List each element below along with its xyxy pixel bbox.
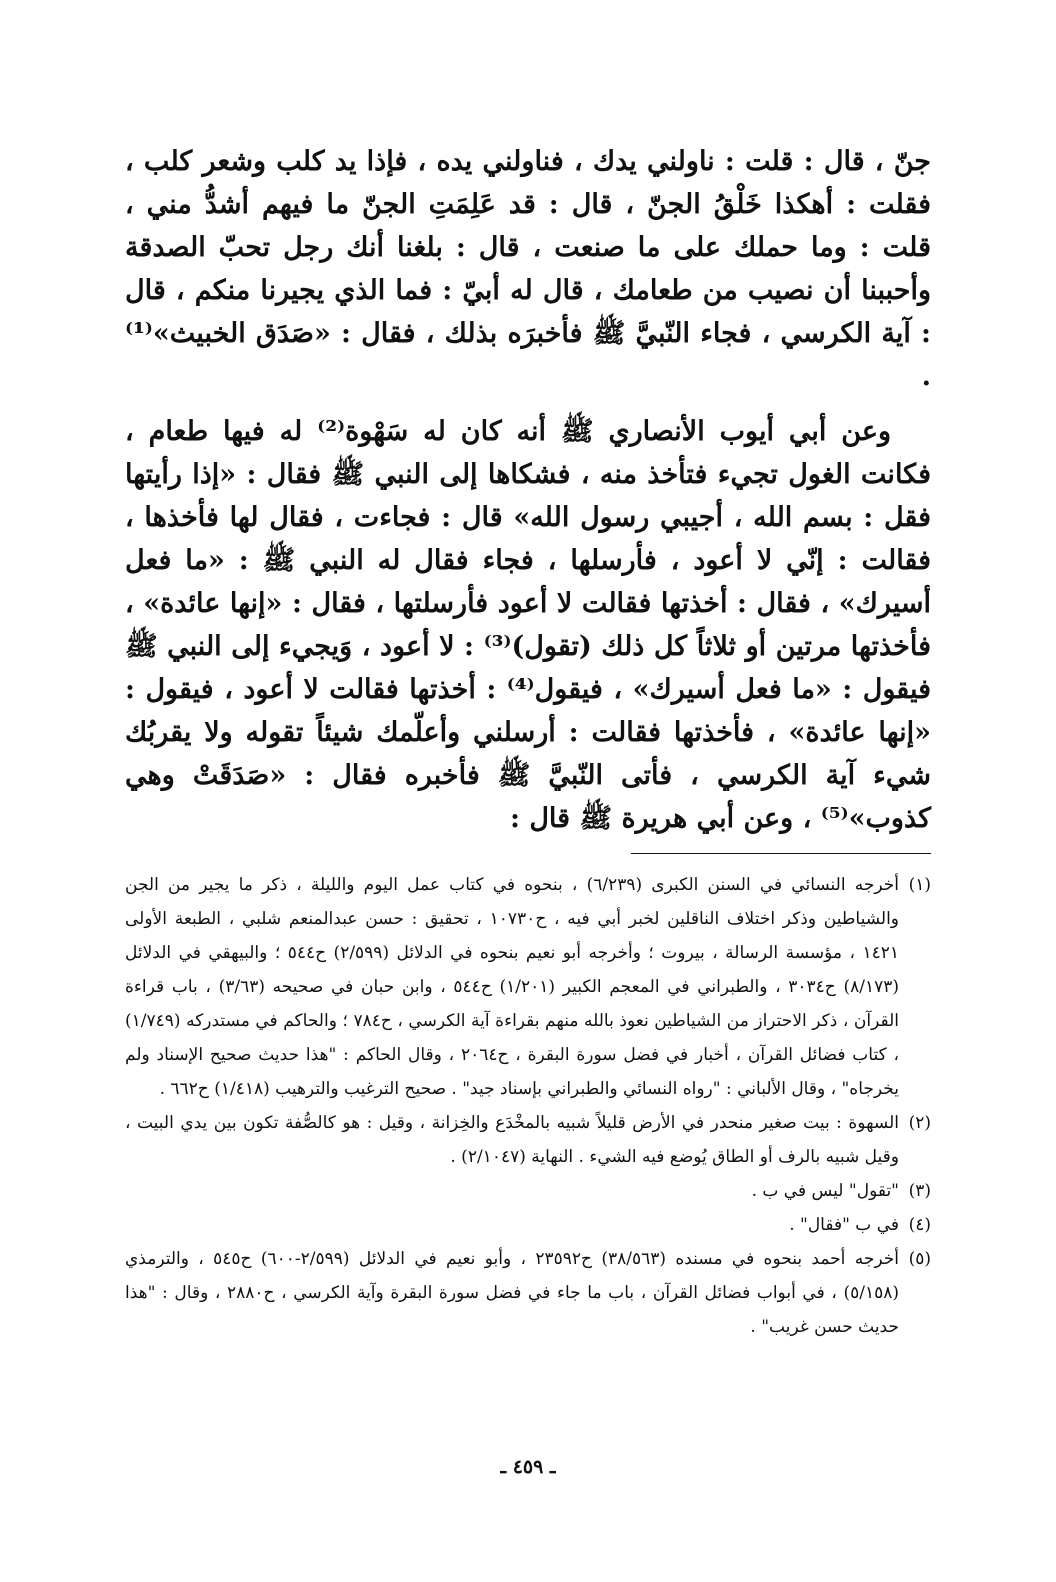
footnote-4: [125, 1208, 931, 1242]
footnote-1: [125, 868, 931, 1106]
page-number: ـ ٤٥٩ ـ: [500, 1456, 556, 1478]
footnote-text: أخرجه النسائي في السنن الكبرى (٦/٢٣٩) ، بنحوه في كتاب عمل اليوم والليلة ، ذكر ما يجير من الجن والشياطين وذكر اختلاف الناقلين لخبر أبي فيه ، ح١٠٧٣٠ ، تحقيق : حسن عبدالمنعم شلبي ، الطبعة الأولى ١٤٢١ ، مؤسسة الرسالة ، بيروت ؛ وأخرجه أبو نعيم بنحوه في الدلائل (٢/٥٩٩) ح٥٤٤ ؛ والبيهقي في الدلائل (٨/١٧٣) ح٣٠٣٤ ، والطبراني في المعجم الكبير (١/٢٠١) ح٥٤٤ ، وابن حبان في صحيحه (٣/٦٣) ، باب قراءة القرآن ، ذكر الاحتراز من الشياطين نعوذ بالله منهم بقراءة آية الكرسي ، ح٧٨٤ ؛ والحاكم في مستدركه (١/٧٤٩) ، كتاب فضائل القرآن ، أخبار في فضل سورة البقرة ، ح٢٠٦٤ ، وقال الحاكم : "هذا حديث صحيح الإسناد ولم يخرجاه" ، وقال الألباني : "رواه النسائي والطبراني بإسناد جيد" . صحيح الترغيب والترهيب (١/٤١٨) ح٦٦٢ .: [125, 875, 900, 1099]
footnote-number: (٣): [908, 1181, 931, 1201]
footnote-text: أخرجه أحمد بنحوه في مسنده (٣٨/٥٦٣) ح٢٣٥٩٢ ، وأبو نعيم في الدلائل (٢/٥٩٩-٦٠٠) ح٥٤٥ ، والترمذي (٥/١٥٨) ، في أبواب فضائل القرآن ، باب ما جاء في فضل سورة البقرة وآية الكرسي ، ح٢٨٨٠ ، وقال : "هذا حديث حسن غريب" .: [125, 1249, 899, 1337]
footnote-3: [125, 1174, 931, 1208]
footnote-number: (٢): [908, 1113, 931, 1133]
footnote-number: (٤): [908, 1215, 931, 1235]
footnote-number: (٥): [908, 1249, 931, 1269]
footnote-text: في ب "فقال" .: [789, 1215, 899, 1235]
paragraph-2: وعن أبي أيوب الأنصاري ﷺ أنه كان له سَهْوة⁽²⁾ له فيها طعام ، فكانت الغول تجيء فتأخذ منه ، فشكاها إلى النبي ﷺ فقال : «إذا رأيتها فقل : بسم الله ، أجيبي رسول الله» قال : فجاءت ، فقال لها فأخذها ، فقالت : إنّي لا أعود ، فأرسلها ، فجاء فقال له النبي ﷺ : «ما فعل أسيرك» ، فقال : أخذتها فقالت لا أعود فأرسلتها ، فقال : «إنها عائدة» ، فأخذتها مرتين أو ثلاثاً كل ذلك (تقول)⁽³⁾ : لا أعود ، وَيجيء إلى النبي ﷺ فيقول : «ما فعل أسيرك» ، فيقول⁽⁴⁾ : أخذتها فقالت لا أعود ، فيقول : «إنها عائدة» ، فأخذتها فقالت : أرسلني وأعلّمك شيئاً تقوله ولا يقربُك شيء آية الكرسي ، فأتى النّبيَّ ﷺ فأخبره فقال : «صَدَقَتْ وهي كذوب»⁽⁵⁾ ، وعن أبي هريرة ﷺ قال :: [125, 416, 931, 834]
footnote-text: "تقول" ليس في ب .: [751, 1181, 899, 1201]
footnote-5: [125, 1242, 931, 1344]
footnote-2: [125, 1106, 931, 1174]
footnote-number: (١): [908, 875, 931, 895]
main-text: [125, 140, 931, 840]
footnote-text: السهوة : بيت صغير منحدر في الأرض قليلاً شبيه بالمخْدَع والخِزانة ، وقيل : هو كالصُّفة تكون بين يدي البيت ، وقيل شبيه بالرف أو الطاق يُوضع فيه الشيء . النهاية (٢/١٠٤٧) .: [125, 1113, 899, 1167]
footnotes: [125, 868, 931, 1344]
footnote-divider: [631, 853, 931, 854]
paragraph-1: جنّ ، قال : قلت : ناولني يدك ، فناولني يده ، فإذا يد كلب وشعر كلب ، فقلت : أهكذا خَلْقُ الجنّ ، قال : قد عَلِمَتِ الجنّ ما فيهم أشدُّ مني ، قلت : وما حملك على ما صنعت ، قال : بلغنا أنك رجل تحبّ الصدقة وأحببنا أن نصيب من طعامك ، قال له أبيّ : فما الذي يجيرنا منكم ، قال : آية الكرسي ، فجاء النّبيَّ ﷺ فأخبرَه بذلك ، فقال : «صَدَق الخبيث»⁽¹⁾ .: [125, 146, 931, 392]
